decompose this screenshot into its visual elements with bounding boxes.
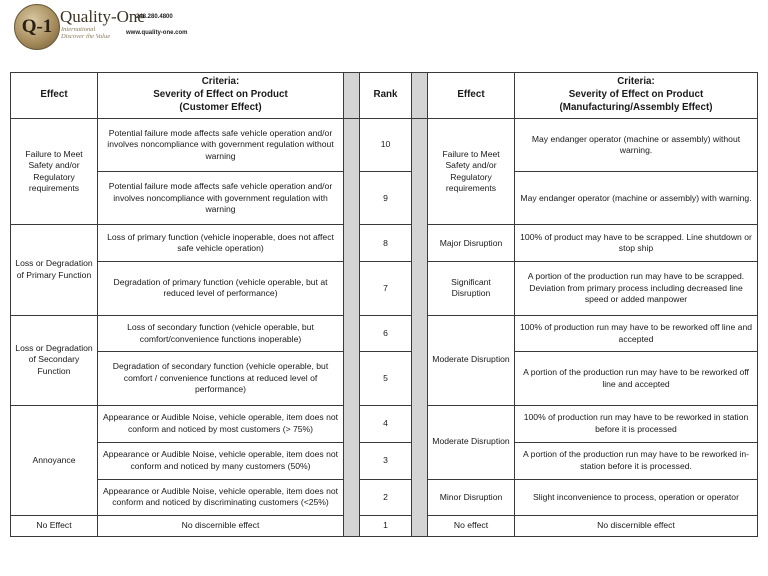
header-criteria-customer-line-2: Severity of Effect on Product: [153, 89, 288, 101]
rank-cell: 3: [360, 442, 412, 479]
brand-tagline-2: Discover the Value: [61, 33, 111, 40]
company-logo: [14, 4, 60, 50]
header-criteria-manufacturing-line-2: Severity of Effect on Product: [568, 89, 704, 101]
manufacturing-criteria-cell: A portion of the production run may have to be scrapped. Deviation from primary process including decreased line speed or added manpower: [515, 262, 758, 315]
header-criteria-customer-line-3: (Customer Effect): [179, 101, 262, 113]
manufacturing-effect-group: Minor Disruption: [428, 479, 515, 516]
table-row: [11, 119, 758, 172]
customer-criteria-cell: No discernible effect: [98, 516, 344, 537]
manufacturing-criteria-cell: 100% of production run may have to be reworked off line and accepted: [515, 315, 758, 352]
customer-effect-group: No Effect: [11, 516, 98, 537]
manufacturing-effect-group: Moderate Disruption: [428, 405, 515, 479]
header-criteria-customer-line-1: Criteria:: [201, 76, 240, 88]
severity-table: [10, 72, 758, 537]
manufacturing-criteria-cell: Slight inconvenience to process, operation or operator: [515, 479, 758, 516]
customer-criteria-cell: Degradation of secondary function (vehicle operable, but comfort / convenience functions at reduced level of performance): [98, 352, 344, 405]
header-criteria-manufacturing-line-1: Criteria:: [617, 76, 655, 88]
rank-cell: 1: [360, 516, 412, 537]
customer-criteria-cell: Appearance or Audible Noise, vehicle operable, item does not conform and noticed by discriminating customers (<25%): [98, 479, 344, 516]
spacer-column: [344, 73, 360, 119]
header-criteria-manufacturing: [515, 73, 758, 119]
header-rank: Rank: [360, 73, 412, 119]
customer-criteria-cell: Degradation of primary function (vehicle operable, but at reduced level of performance): [98, 262, 344, 315]
customer-effect-group: Annoyance: [11, 405, 98, 516]
rank-cell: 10: [360, 119, 412, 172]
table-row: [11, 352, 758, 405]
manufacturing-criteria-cell: 100% of production run may have to be reworked in station before it is processed: [515, 405, 758, 442]
rank-cell: 7: [360, 262, 412, 315]
rank-cell: 5: [360, 352, 412, 405]
table-row: [11, 262, 758, 315]
manufacturing-criteria-cell: No discernible effect: [515, 516, 758, 537]
customer-effect-group: Loss or Degradation of Secondary Function: [11, 315, 98, 405]
table-row: [11, 516, 758, 537]
rank-cell: 8: [360, 225, 412, 262]
logo-mark: Q-1: [21, 16, 53, 37]
header-effect-manufacturing: Effect: [428, 73, 515, 119]
manufacturing-criteria-cell: A portion of the production run may have to be reworked in-station before it is processed.: [515, 442, 758, 479]
spacer-column: [412, 73, 428, 119]
header-effect-customer: Effect: [11, 73, 98, 119]
header-criteria-manufacturing-line-3: (Manufacturing/Assembly Effect): [559, 101, 713, 113]
page-header: [0, 0, 768, 60]
manufacturing-effect-group: No effect: [428, 516, 515, 537]
header-criteria-customer: [98, 73, 344, 119]
table-row: [11, 225, 758, 262]
phone-number: 248.280.4800: [136, 14, 173, 20]
brand-name: Quality-One: [60, 7, 145, 26]
manufacturing-criteria-cell: May endanger operator (machine or assembly) with warning.: [515, 172, 758, 225]
rank-cell: 9: [360, 172, 412, 225]
customer-criteria-cell: Appearance or Audible Noise, vehicle operable, item does not conform and noticed by many customers (50%): [98, 442, 344, 479]
customer-criteria-cell: Loss of secondary function (vehicle operable, but comfort/convenience functions inoperable): [98, 315, 344, 352]
table-row: [11, 315, 758, 352]
manufacturing-effect-group: Failure to Meet Safety and/or Regulatory requirements: [428, 119, 515, 225]
spacer-column: [344, 119, 360, 537]
spacer-column: [412, 119, 428, 537]
customer-criteria-cell: Loss of primary function (vehicle inoperable, does not affect safe vehicle operation): [98, 225, 344, 262]
rank-cell: 2: [360, 479, 412, 516]
rank-cell: 4: [360, 405, 412, 442]
customer-effect-group: Failure to Meet Safety and/or Regulatory requirements: [11, 119, 98, 225]
manufacturing-criteria-cell: A portion of the production run may have to be reworked off line and accepted: [515, 352, 758, 405]
table-row: [11, 172, 758, 225]
manufacturing-criteria-cell: 100% of product may have to be scrapped. Line shutdown or stop ship: [515, 225, 758, 262]
brand-tagline-1: International: [61, 26, 96, 33]
customer-criteria-cell: Potential failure mode affects safe vehicle operation and/or involves noncompliance with government regulation without warning: [98, 119, 344, 172]
table-header-row: [11, 73, 758, 119]
customer-criteria-cell: Potential failure mode affects safe vehicle operation and/or involves noncompliance with government regulation with warning: [98, 172, 344, 225]
manufacturing-effect-group: Major Disruption: [428, 225, 515, 262]
manufacturing-criteria-cell: May endanger operator (machine or assembly) without warning.: [515, 119, 758, 172]
table-row: [11, 442, 758, 479]
table-row: [11, 405, 758, 442]
manufacturing-effect-group: Significant Disruption: [428, 262, 515, 315]
customer-effect-group: Loss or Degradation of Primary Function: [11, 225, 98, 315]
rank-cell: 6: [360, 315, 412, 352]
website-url: www.quality-one.com: [126, 30, 188, 36]
customer-criteria-cell: Appearance or Audible Noise, vehicle operable, item does not conform and noticed by most customers (> 75%): [98, 405, 344, 442]
table-row: [11, 479, 758, 516]
manufacturing-effect-group: Moderate Disruption: [428, 315, 515, 405]
